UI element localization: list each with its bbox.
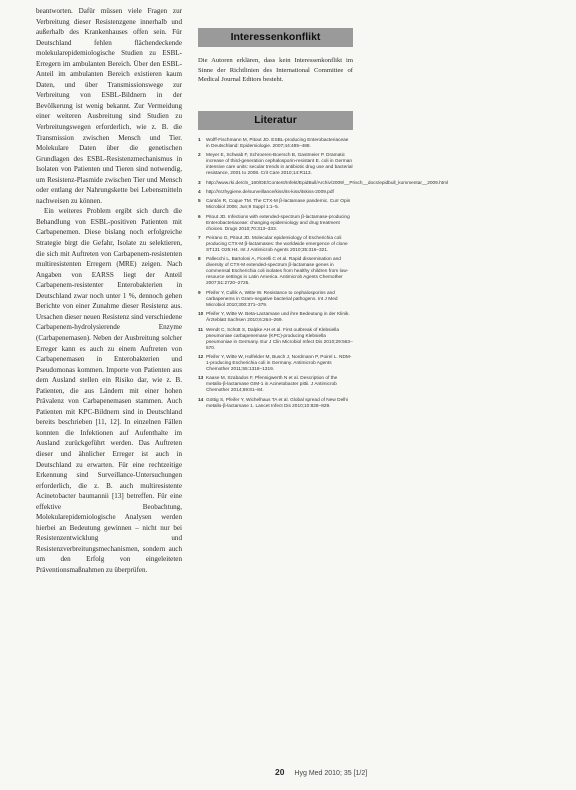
reference-text: http://www.rki.de/cln_160/DE/Content/Infekt/EpidBull/Archiv/2009/__Prisch__docs/epidbull_kommentar__2009.html bbox=[206, 180, 449, 186]
reference-item bbox=[198, 153, 353, 177]
body-text-column bbox=[36, 6, 182, 576]
reference-number: 8 bbox=[198, 257, 201, 263]
reference-text: Wolff-Fischmann M, Pitout JD. ESBL-producing Enterobacteriaceae in Deutschland: Epidemiologie. 2007;44:485–488. bbox=[206, 137, 349, 149]
page-footer bbox=[275, 767, 367, 777]
reference-item bbox=[198, 312, 353, 324]
reference-item bbox=[198, 215, 353, 233]
right-column bbox=[198, 28, 449, 413]
reference-text: Kaase M, Szabados F, Pfennigwerth N et al. Description of the metallo-β-lactamase GIM-1 in Acinetobacter pittii. J Antimicrob Chemother 2014;69:81–84. bbox=[206, 376, 338, 394]
reference-item bbox=[198, 398, 353, 410]
reference-number: 5 bbox=[198, 199, 201, 205]
reference-item bbox=[198, 138, 353, 150]
reference-number: 14 bbox=[198, 397, 204, 403]
reference-item bbox=[198, 236, 353, 254]
reference-text: http://nrzhygiene.de/surveillance/kiss/its-kiss/itskiss-2009.pdf bbox=[206, 189, 334, 195]
reference-number: 12 bbox=[198, 354, 204, 360]
journal-citation: Hyg Med 2010; 35 [1/2] bbox=[294, 770, 368, 777]
reference-text: Pitout JD. Infections with extended-spectrum β-lactamase-producing Enterobacteriaceae: changing epidemiology and drug treatment choices. Drugs 2010;70:313–333. bbox=[206, 214, 350, 232]
reference-text: Wendt C, Schütt S, Dalpke AH et al. First outbreak of Klebsiella pneumoniae carbapenemase (KPC)-producing Klebsiella pneumoniae in Germany. Eur J Clin Microbiol Infect Dis 2010;29:563–570. bbox=[206, 327, 353, 351]
reference-item bbox=[198, 190, 353, 196]
reference-number: 3 bbox=[198, 180, 201, 186]
reference-number: 10 bbox=[198, 312, 204, 318]
literature-heading: Literatur bbox=[198, 111, 353, 130]
reference-item bbox=[198, 291, 353, 309]
reference-item bbox=[198, 355, 353, 373]
reference-item bbox=[198, 199, 353, 211]
reference-text: Cantón R, Coque TM. The CTX-M β-lactamase pandemic. Curr Opin Microbiol 2006; Jun;9 Suppl 1:1–5. bbox=[206, 199, 351, 211]
reference-number: 1 bbox=[198, 137, 201, 143]
reference-number: 9 bbox=[198, 290, 201, 296]
reference-text: Pfeifer Y, Cullik A, Witte W. Resistance to cephalosporins and carbapenems in Gram-negative bacterial pathogens. Int J Med Microbiol 2010;300:371–379. bbox=[206, 290, 338, 308]
reference-text: Pfeifer Y, Witte W. Beta-Lactamase und ihre Bedeutung in der Klinik. Ärzteblatt Sachsen 2010;6:264–269. bbox=[206, 312, 350, 324]
reference-text: Göttig S, Pfeifer Y, Wichelhaus TA et al. Global spread of New Delhi metallo-β-lactamase 1. Lancet Infect Dis 2010;10:828–829. bbox=[206, 397, 348, 409]
reference-number: 2 bbox=[198, 153, 201, 159]
reference-item bbox=[198, 180, 449, 187]
reference-item bbox=[198, 376, 353, 394]
reference-text: Meyer E, Schwab F, Schroeren-Boersch B, Gastmeier P. Dramatic increase of third-generation cephalosporin-resistant E. coli in German intensive care units: secular trends in antibiotic drug use and bacterial resistance, 2001 to 2008. Crit Care 2010;14:R113. bbox=[206, 153, 353, 177]
body-paragraph: beantworten. Dafür müssen viele Fragen zur Verbreitung dieser Resistenzgene innerhalb und außerhalb des Krankenhauses offen sein. Für Deutschland fehlen flächendeckende molekularepidemiologische Studien zu ESBL-Erregern im ambulanten Bereich. Über den ESBL-Anteil im ambulanten Bereich existieren kaum Daten, und über Transmissionswege zur Verbreitung von ESBL-Bildnern in der Bevölkerung ist wenig bekannt. Zur Vermeidung einer weiteren Ausbreitung sind Studien zu Verbreitungswegen erforderlich, wie z. B. die Transmission zwischen Mensch und Tier. Molekulare Daten über die genetischen Grundlagen des ESBL-Resistenzmechanismus in Isolaten von Patienten und Tieren sind notwendig, um Resistenz-Plasmide zwischen Tier und Mensch oder entlang der Nahrungskette bei Lebensmitteln nachweisen zu können. bbox=[36, 7, 182, 205]
reference-number: 6 bbox=[198, 214, 201, 220]
reference-item bbox=[198, 257, 353, 287]
reference-text: Pfeifer Y, Witte W, Holfelder M, Busch J, Nordmann P, Poirel L. NDM-1-producing Escherichia coli in Germany. Antimicrob Agents Chemother 2011;55:1318–1319. bbox=[206, 354, 352, 373]
reference-number: 13 bbox=[198, 376, 204, 382]
conflict-heading: Interessenkonflikt bbox=[198, 28, 353, 47]
reference-text: Peirano G, Pitout JD. Molecular epidemiology of Escherichia coli producing CTX-M β-lactamases: the worldwide emergence of clone ST131 O25:H4. Int J Antimicrob Agents 2010;35:316–321. bbox=[206, 235, 348, 253]
reference-number: 11 bbox=[198, 327, 204, 333]
reference-number: 7 bbox=[198, 235, 201, 241]
reference-number: 4 bbox=[198, 189, 201, 195]
body-paragraph: Ein weiteres Problem ergibt sich durch die Behandlung von ESBL-positiven Patienten mit Carbapenemen. Diese bislang noch erfolgreiche Strategie birgt die Gefahr, Isolate zu selektieren, die sich mit Auftreten von Carbapenem-resistenten multiresistenten Erregern (MRE) zeigen. Nach Angaben von EARSS liegt der Anteil Carbapenem-resistenter Enterobakterien in Deutschland zwar noch unter 1 %, dennoch gehen Berichte von einer Zunahme dieser Resistenz aus. Ursachen dieser neuen Resistenz sind verschiedene Carbapenem-hydrolysierende Enzyme (Carbapenemasen). Neben der Ausbreitung solcher Erreger kann es auch zu einem Auftreten von Carbapenemasen in Enterobakterien und Pseudomonas kommen. Importe von Patienten aus dem Ausland stellen ein Risiko dar, wie z. B. Patienten, die aus Ländern mit einer hohen Prävalenz von Carbapenemasen stammen. Auch Patienten mit KPC-Bildnern sind in Deutschland bereits beschrieben [11, 12]. In einzelnen Fällen konnten die Infektionen auf Aufenthalte im Ausland zurückgeführt werden. Das Auftreten dieser und ähnlicher Erreger ist auch in Deutschland zu erwarten. Für eine rechtzeitige Erkennung sind Surveillance-Untersuchungen erforderlich, die z. B. auch multiresistente Acinetobacter baumannii [13] betreffen. Für eine effektive Beobachtung, Molekularepidemiologische Analysen werden hierbei an Bedeutung gewinnen – nicht nur bei Resistenzentwicklung und Resistenzverbreitungsmechanismen, sondern auch um den Erfolg von eingeleiteten Präventionsmaßnahmen zu überprüfen. bbox=[36, 207, 182, 574]
reference-list bbox=[198, 137, 449, 410]
reference-item bbox=[198, 328, 353, 352]
page-number: 20 bbox=[275, 767, 285, 777]
conflict-text: Die Autoren erklären, dass kein Interessenkonflikt im Sinne der Richtlinien des International Committee of Medical Journal Editors besteht. bbox=[198, 57, 353, 84]
reference-text: Pallecchi L, Bartoloni A, Fiorelli C et al. Rapid dissemination and diversity of CTX-M extended-spectrum β-lactamase genes in commensal Escherichia coli isolates from healthy children from low-resource settings in Latin America. Antimicrob Agents Chemother 2007;51:2720–2725. bbox=[206, 257, 349, 287]
